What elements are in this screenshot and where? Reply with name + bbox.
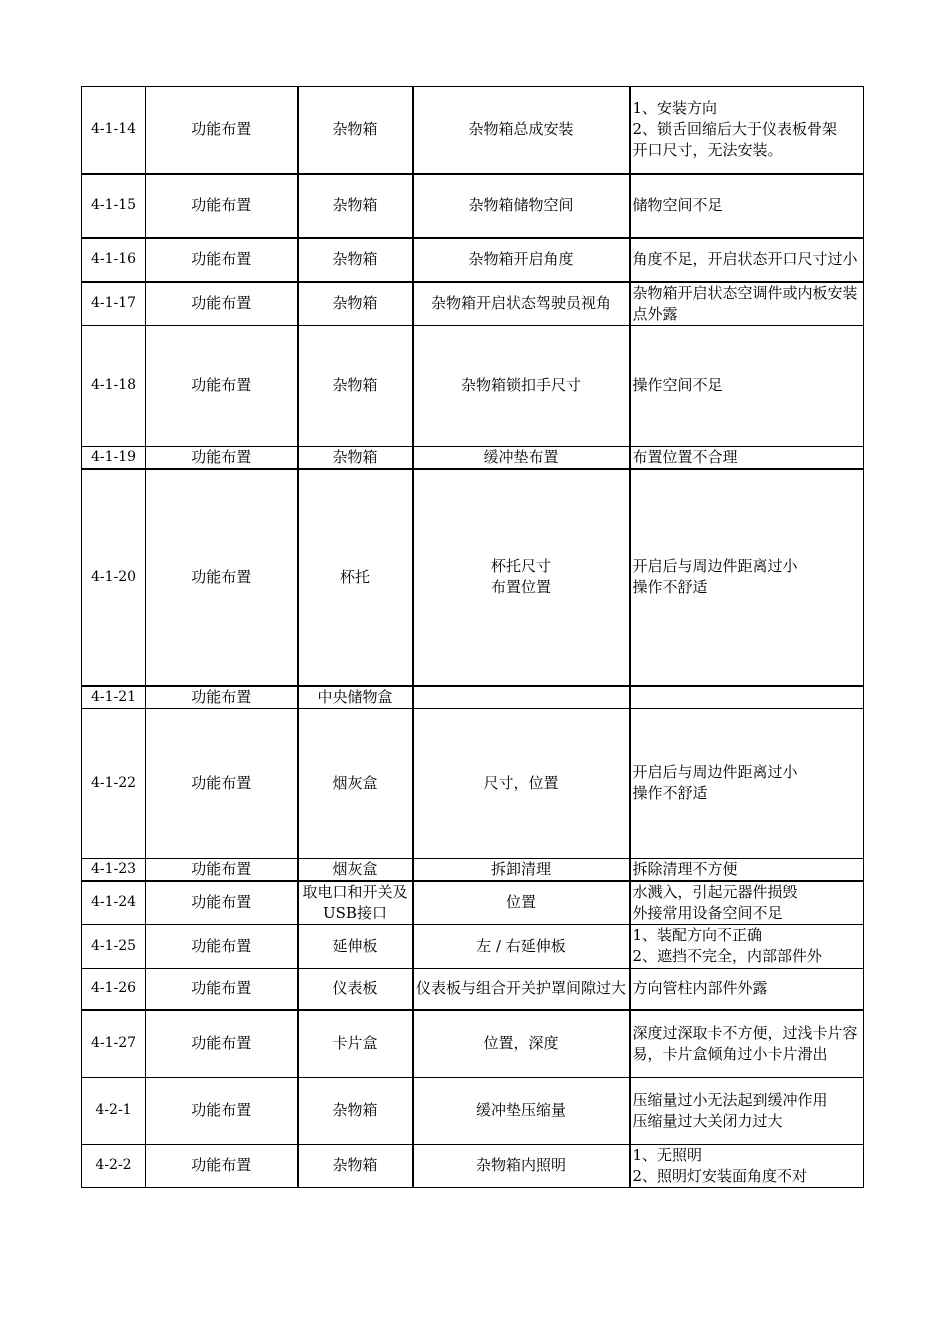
cell-issue xyxy=(630,686,864,709)
cell-item: 位置 xyxy=(413,881,630,925)
cell-part: 杂物箱 xyxy=(298,1077,413,1144)
cell-id: 4-1-23 xyxy=(82,858,146,881)
table-row xyxy=(82,446,864,469)
table-row xyxy=(82,469,864,686)
cell-issue: 拆除清理不方便 xyxy=(630,858,864,881)
cell-item xyxy=(413,686,630,709)
cell-category: 功能布置 xyxy=(146,1144,298,1187)
cell-id: 4-2-1 xyxy=(82,1077,146,1144)
cell-id: 4-1-18 xyxy=(82,325,146,446)
cell-part: 取电口和开关及USB接口 xyxy=(298,881,413,925)
cell-item: 缓冲垫布置 xyxy=(413,446,630,469)
cell-issue: 1、无照明 2、照明灯安装面角度不对 xyxy=(630,1144,864,1187)
cell-category: 功能布置 xyxy=(146,325,298,446)
table-row xyxy=(82,1077,864,1144)
cell-category: 功能布置 xyxy=(146,469,298,686)
cell-category: 功能布置 xyxy=(146,924,298,968)
cell-issue: 压缩量过小无法起到缓冲作用 压缩量过大关闭力过大 xyxy=(630,1077,864,1144)
table-row xyxy=(82,325,864,446)
cell-category: 功能布置 xyxy=(146,1010,298,1077)
table-row xyxy=(82,968,864,1010)
cell-category: 功能布置 xyxy=(146,282,298,326)
table-row xyxy=(82,881,864,925)
cell-item: 拆卸清理 xyxy=(413,858,630,881)
cell-item: 杂物箱储物空间 xyxy=(413,174,630,238)
cell-issue: 深度过深取卡不方便，过浅卡片容易，卡片盒倾角过小卡片滑出 xyxy=(630,1010,864,1077)
cell-item: 仪表板与组合开关护罩间隙过大 xyxy=(413,968,630,1010)
table-row xyxy=(82,87,864,174)
cell-item: 缓冲垫压缩量 xyxy=(413,1077,630,1144)
cell-item: 杂物箱开启角度 xyxy=(413,238,630,282)
cell-part: 杂物箱 xyxy=(298,325,413,446)
cell-part: 仪表板 xyxy=(298,968,413,1010)
cell-issue: 布置位置不合理 xyxy=(630,446,864,469)
cell-issue: 1、安装方向 2、锁舌回缩后大于仪表板骨架 开口尺寸，无法安装。 xyxy=(630,87,864,174)
cell-part: 中央储物盒 xyxy=(298,686,413,709)
cell-id: 4-1-19 xyxy=(82,446,146,469)
cell-category: 功能布置 xyxy=(146,1077,298,1144)
cell-issue: 水溅入，引起元器件损毁 外接常用设备空间不足 xyxy=(630,881,864,925)
cell-issue: 储物空间不足 xyxy=(630,174,864,238)
table-row xyxy=(82,708,864,858)
cell-id: 4-1-16 xyxy=(82,238,146,282)
cell-id: 4-1-14 xyxy=(82,87,146,174)
cell-category: 功能布置 xyxy=(146,968,298,1010)
cell-item: 左 / 右延伸板 xyxy=(413,924,630,968)
cell-category: 功能布置 xyxy=(146,858,298,881)
cell-part: 延伸板 xyxy=(298,924,413,968)
cell-item: 位置，深度 xyxy=(413,1010,630,1077)
cell-category: 功能布置 xyxy=(146,174,298,238)
cell-part: 卡片盒 xyxy=(298,1010,413,1077)
cell-item: 杂物箱开启状态驾驶员视角 xyxy=(413,282,630,326)
cell-issue: 1、装配方向不正确 2、遮挡不完全，内部部件外 xyxy=(630,924,864,968)
cell-category: 功能布置 xyxy=(146,238,298,282)
cell-id: 4-1-27 xyxy=(82,1010,146,1077)
cell-category: 功能布置 xyxy=(146,87,298,174)
cell-id: 4-1-22 xyxy=(82,708,146,858)
cell-issue: 开启后与周边件距离过小 操作不舒适 xyxy=(630,469,864,686)
cell-item: 杂物箱内照明 xyxy=(413,1144,630,1187)
table-row xyxy=(82,924,864,968)
cell-issue: 操作空间不足 xyxy=(630,325,864,446)
cell-category: 功能布置 xyxy=(146,446,298,469)
cell-id: 4-1-24 xyxy=(82,881,146,925)
cell-item: 杂物箱总成安装 xyxy=(413,87,630,174)
cell-id: 4-1-17 xyxy=(82,282,146,326)
table-row xyxy=(82,1144,864,1187)
cell-issue: 杂物箱开启状态空调件或内板安装点外露 xyxy=(630,282,864,326)
cell-part: 杂物箱 xyxy=(298,174,413,238)
cell-id: 4-1-20 xyxy=(82,469,146,686)
cell-id: 4-1-25 xyxy=(82,924,146,968)
cell-part: 杯托 xyxy=(298,469,413,686)
cell-id: 4-1-26 xyxy=(82,968,146,1010)
cell-part: 杂物箱 xyxy=(298,282,413,326)
cell-part: 杂物箱 xyxy=(298,87,413,174)
table-row xyxy=(82,686,864,709)
table-row xyxy=(82,282,864,326)
cell-category: 功能布置 xyxy=(146,708,298,858)
cell-id: 4-2-2 xyxy=(82,1144,146,1187)
cell-part: 杂物箱 xyxy=(298,446,413,469)
cell-part: 杂物箱 xyxy=(298,1144,413,1187)
cell-item: 杯托尺寸 布置位置 xyxy=(413,469,630,686)
cell-id: 4-1-21 xyxy=(82,686,146,709)
cell-part: 烟灰盒 xyxy=(298,708,413,858)
cell-category: 功能布置 xyxy=(146,881,298,925)
cell-issue: 角度不足，开启状态开口尺寸过小 xyxy=(630,238,864,282)
table-row xyxy=(82,858,864,881)
table-body xyxy=(82,87,864,1188)
cell-item: 尺寸，位置 xyxy=(413,708,630,858)
table-row xyxy=(82,174,864,238)
cell-item: 杂物箱锁扣手尺寸 xyxy=(413,325,630,446)
cell-id: 4-1-15 xyxy=(82,174,146,238)
cell-part: 杂物箱 xyxy=(298,238,413,282)
cell-issue: 方向管柱内部件外露 xyxy=(630,968,864,1010)
cell-part: 烟灰盒 xyxy=(298,858,413,881)
inspection-table xyxy=(81,86,864,1188)
cell-issue: 开启后与周边件距离过小 操作不舒适 xyxy=(630,708,864,858)
cell-category: 功能布置 xyxy=(146,686,298,709)
table-row xyxy=(82,1010,864,1077)
table-row xyxy=(82,238,864,282)
